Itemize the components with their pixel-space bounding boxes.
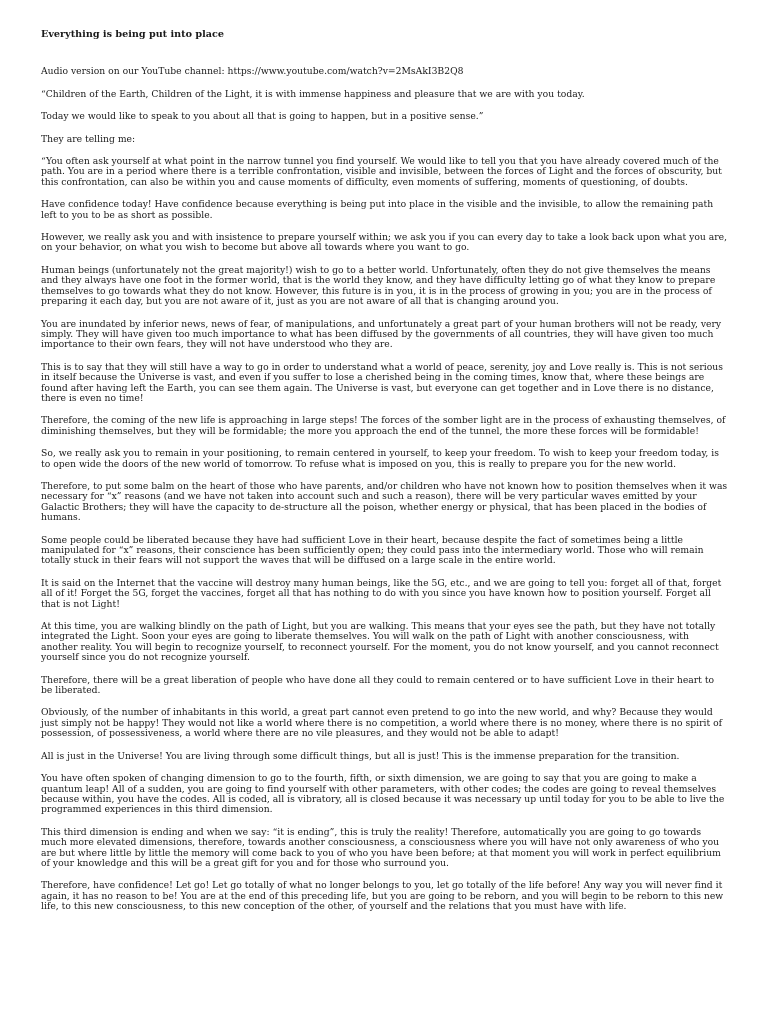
paragraph: Obviously, of the number of inhabitants in this world, a great part cannot even pretend to go into the new world, and why? Because they would just simply not be happy! They would not like a world where there is no competition, a world where there is no money, where there is no spirit of possession, of possessiveness, a world where there are no vile pleasures, and they would not be able to adapt! bbox=[41, 707, 723, 740]
paragraph: Audio version on our YouTube channel: https://www.youtube.com/watch?v=2MsAkI3B2Q8 bbox=[41, 66, 464, 78]
document-body bbox=[41, 67, 728, 912]
paragraph: It is said on the Internet that the vaccine will destroy many human beings, like the 5G, etc., and we are going to tell you: forget all of that, forget all of it! Forget the 5G, forget the vaccines, forget all that has nothing to do with you since you have known how to position yourself. Forget all that is not Light! bbox=[41, 577, 722, 610]
paragraph: Therefore, the coming of the new life is approaching in large steps! The forces of the somber light are in the process of exhausting themselves, of diminishing themselves, but they will be formidable; the more you approach the end of the tunnel, the more these forces will be formidable! bbox=[41, 415, 726, 437]
paragraph: Some people could be liberated because they have had sufficient Love in their heart, because despite the fact of sometimes being a little manipulated for “x” reasons, their conscience has been sufficiently open; they could pass into the intermediary world. Those who will remain totally stuck in their fears will not support the waves that will be diffused on a large scale in the entire world. bbox=[41, 534, 704, 567]
paragraph: You are inundated by inferior news, news of fear, of manipulations, and unfortunately a great part of your human brothers will not be ready, very simply. They will have given too much importance to what has been diffused by the governments of all countries, they will have given too much importance to their own fears, they will not have understood who they are. bbox=[41, 318, 722, 351]
paragraph: Therefore, to put some balm on the heart of those who have parents, and/or children who have not known how to position themselves when it was necessary for “x” reasons (and we have not taken into account such and such a reason), there will be very particular waves emitted by your Galactic Brothers; they will have the capacity to de-structure all the poison, whether energy or physical, that has been placed in the bodies of humans. bbox=[41, 480, 728, 524]
paragraph: Today we would like to speak to you about all that is going to happen, but in a positive sense.” bbox=[41, 111, 484, 123]
paragraph: However, we really ask you and with insistence to prepare yourself within; we ask you if you can every day to take a look back upon what you are, on your behavior, on what you wish to become but above all towards where you want to go. bbox=[41, 232, 728, 254]
paragraph: “Children of the Earth, Children of the Light, it is with immense happiness and pleasure that we are with you today. bbox=[41, 88, 585, 100]
document-title: Everything is being put into place bbox=[41, 29, 224, 40]
paragraph: So, we really ask you to remain in your positioning, to remain centered in yourself, to keep your freedom. To wish to keep your freedom today, is to open wide the doors of the new world of tomorrow. To refuse what is imposed on you, this is really to prepare you for the new world. bbox=[41, 448, 720, 470]
paragraph: All is just in the Universe! You are living through some difficult things, but all is just! This is the immense preparation for the transition. bbox=[41, 750, 680, 762]
paragraph: This is to say that they will still have a way to go in order to understand what a world of peace, serenity, joy and Love really is. This is not serious in itself because the Universe is vast, and even if you suffer to lose a cherished being in the coming times, know that, where these beings are found after having left the Earth, you can see them again. The Universe is vast, but everyone can get together and in Love there is no distance, there is even no time! bbox=[41, 361, 723, 404]
paragraph: Have confidence today! Have confidence because everything is being put into place in the visible and the invisible, to allow the remaining path left to you to be as short as possible. bbox=[41, 199, 714, 221]
paragraph: Human beings (unfortunately not the great majority!) wish to go to a better world. Unfortunately, often they do not give themselves the means and they always have one foot in the former world, that is the world they know, and they have difficulty letting go of what they know to prepare themselves to go towards what they do not know. However, this future is in you, it is in the process of growing in you; you are in the process of preparing it each day, but you are not aware of it, just as you are not aware of all that is changing around you. bbox=[41, 264, 716, 308]
paragraph: “You often ask yourself at what point in the narrow tunnel you find yourself. We would like to tell you that you have already covered much of the path. You are in a period where there is a terrible confrontation, visible and invisible, between the forces of Light and the forces of obscurity, but this confrontation, can also be within you and cause moments of difficulty, even moments of suffering, moments of questioning, of doubts. bbox=[41, 156, 722, 188]
paragraph: Therefore, have confidence! Let go! Let go totally of what no longer belongs to you, let go totally of the life before! Any way you will never find it again, it has no reason to be! You are at the end of this preceding life, but you are going to be reborn, and you will begin to be reborn to this new life, to this new consciousness, to this new conception of the other, of yourself and the relations that you must have with life. bbox=[41, 880, 724, 913]
paragraph: Therefore, there will be a great liberation of people who have done all they could to remain centered or to have sufficient Love in their heart to be liberated. bbox=[41, 674, 715, 697]
paragraph: At this time, you are walking blindly on the path of Light, but you are walking. This means that your eyes see the path, but they have not totally integrated the Light. Soon your eyes are going to liberate themselves. You will walk on the path of Light with another consciousness, with another reality. You will begin to recognize yourself, to reconnect yourself. For the moment, you do not know yourself, and you cannot reconnect yourself since you do not recognize yourself. bbox=[41, 621, 719, 664]
paragraph: They are telling me: bbox=[41, 133, 136, 145]
paragraph: This third dimension is ending and when we say: “it is ending”, this is truly the reality! Therefore, automatically you are going to go towards much more elevated dimensions, therefore, towards another consciousness, a consciousness where you will have not only awareness of who you are but where little by little the memory will come back to you of who you have been before; at that moment you will work in perfect equilibrium of your knowledge and this will be a great gift for you and for those who surround you. bbox=[41, 826, 721, 869]
paragraph: You have often spoken of changing dimension to go to the fourth, fifth, or sixth dimension, we are going to say that you are going to make a quantum leap! All of a sudden, you are going to find yourself with other parameters, with other codes; the codes are going to reveal themselves because within, you have the codes. All is coded, all is vibratory, all is closed because it was necessary up until today for you to be able to live the programmed experiences in this third dimension. bbox=[41, 773, 725, 816]
